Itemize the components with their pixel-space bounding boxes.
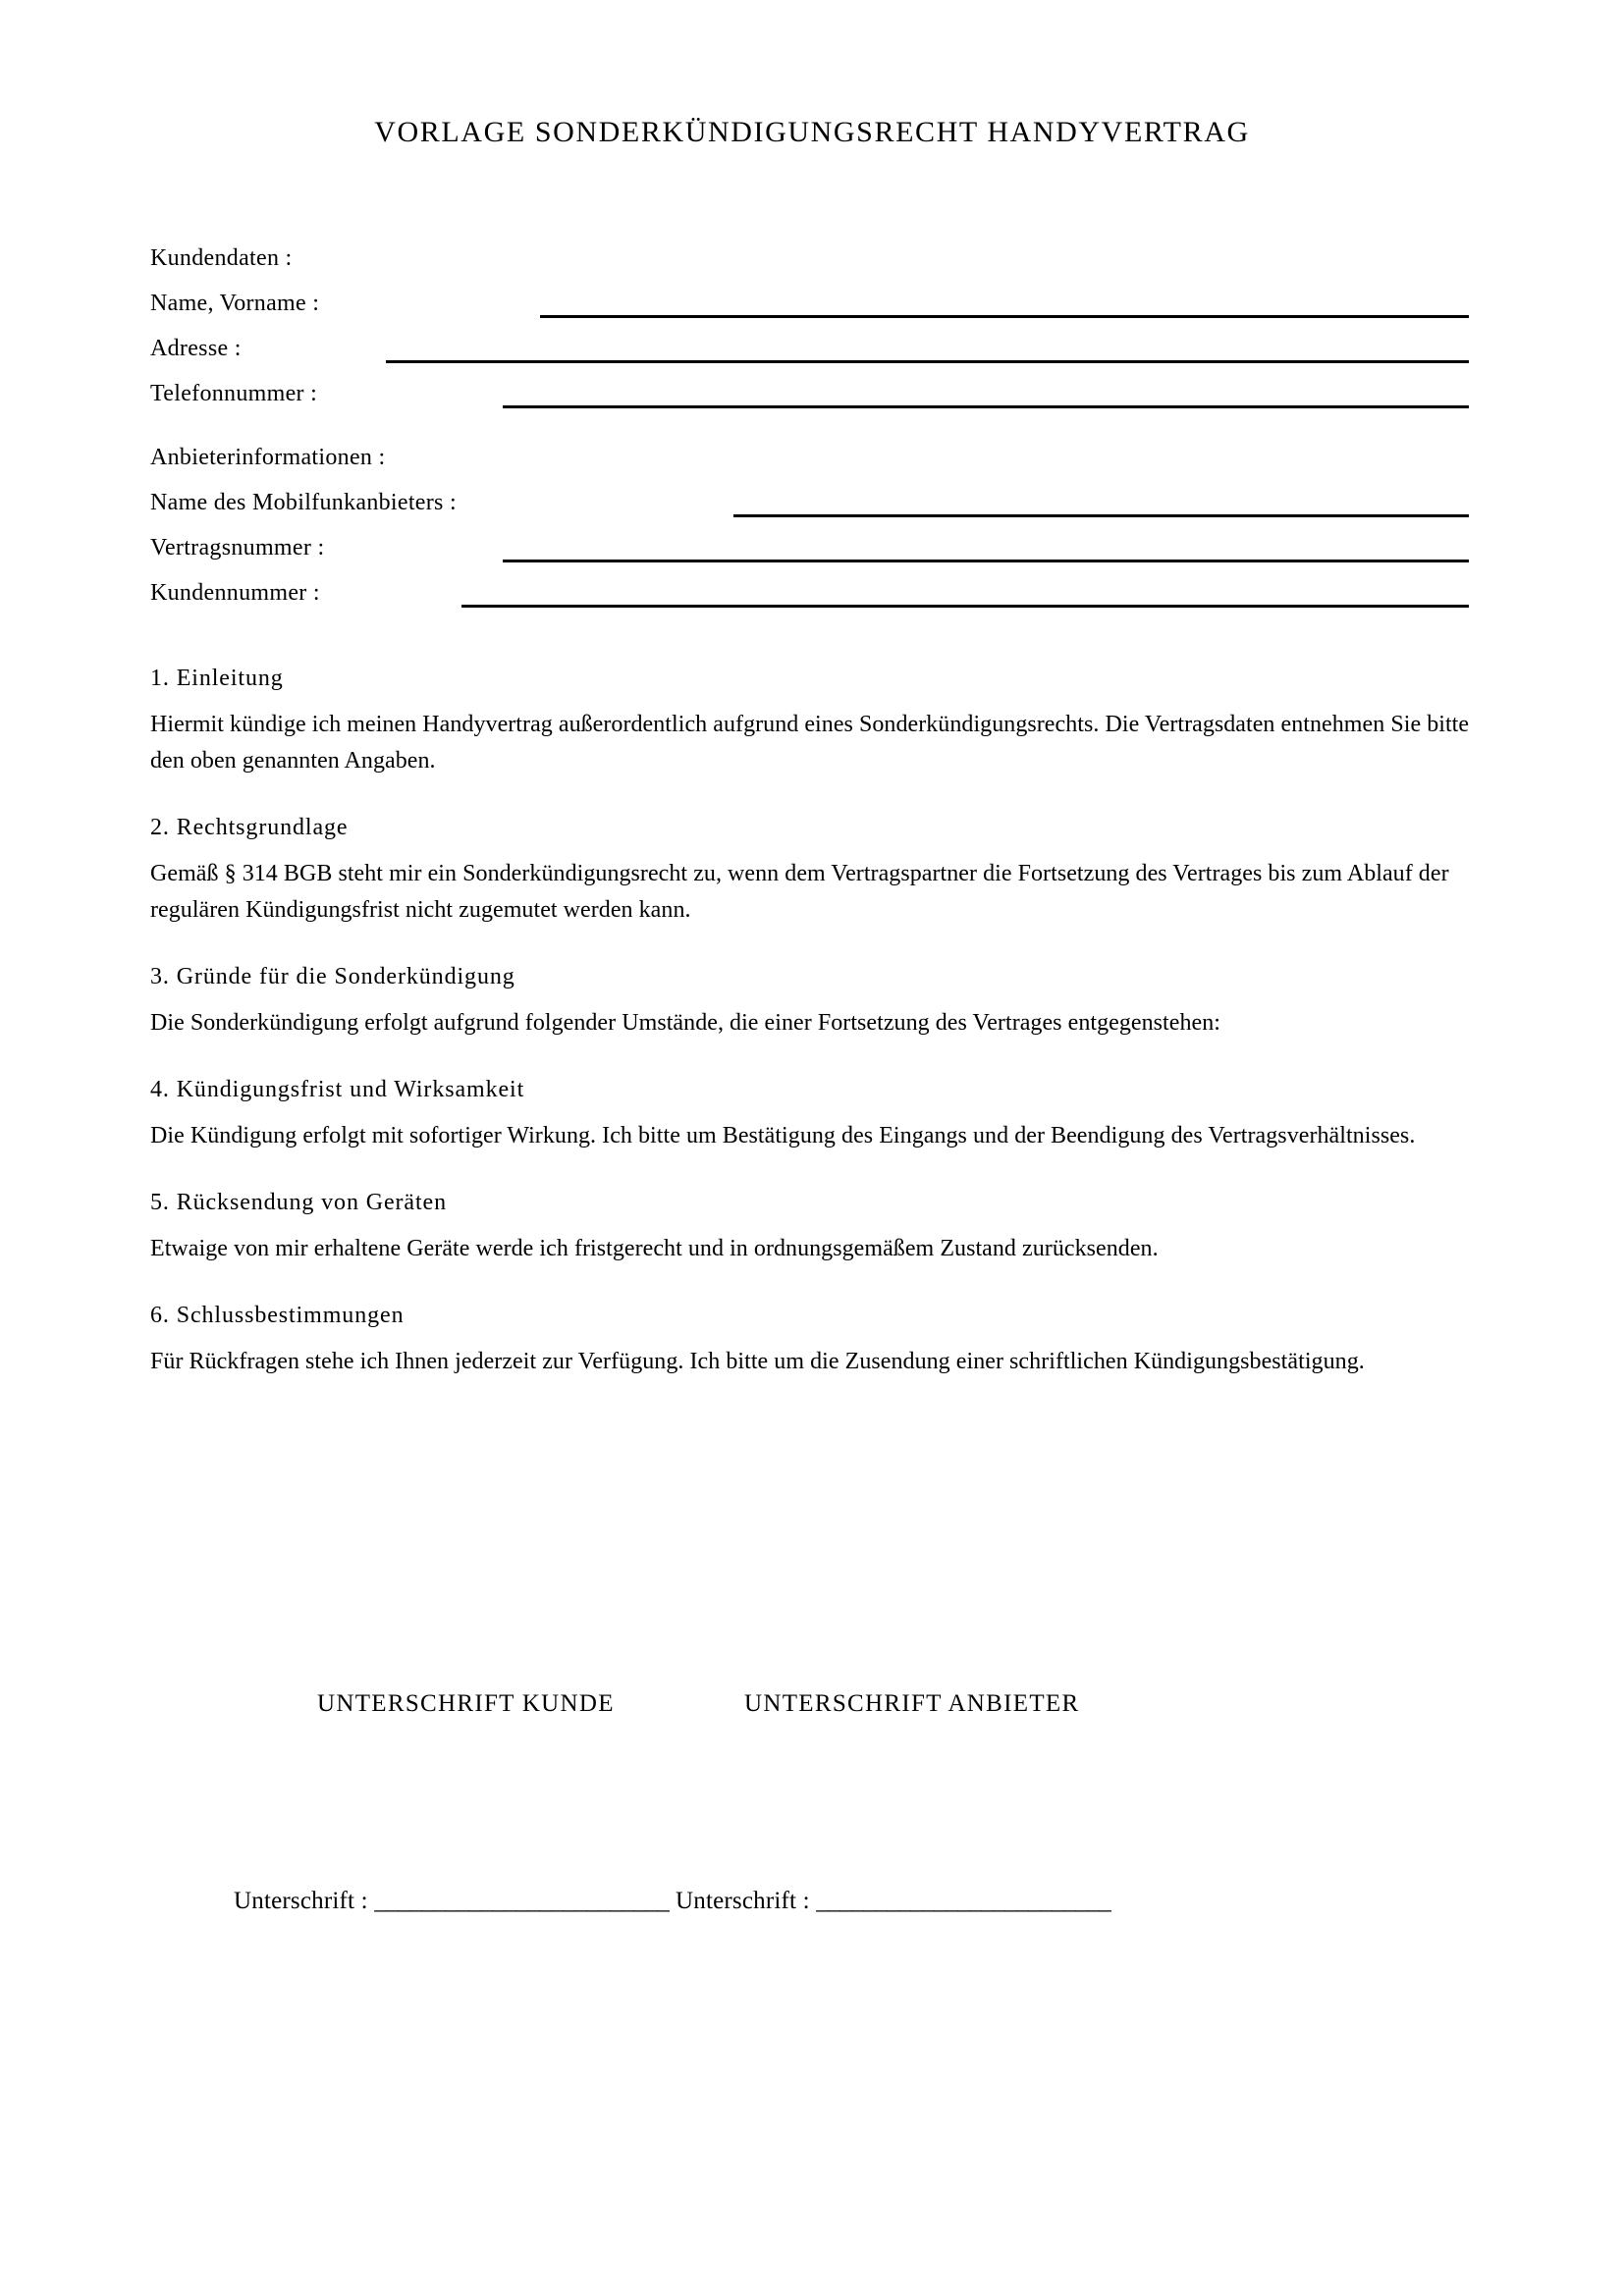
section-kuendigungsfrist [150, 1075, 1471, 1154]
signature-underline-customer: _________________________ [374, 1888, 670, 1914]
section-heading-5: 5. Rücksendung von Geräten [150, 1190, 448, 1215]
section-body-6: Für Rückfragen stehe ich Ihnen jederzeit zur Verfügung. Ich bitte um die Zusendung einer schriftlichen Kündigungsbestätigung. [150, 1349, 1365, 1374]
signature-label-provider: Unterschrift : [676, 1888, 810, 1914]
section-gruende [150, 962, 1471, 1041]
label-adresse: Adresse : [150, 336, 242, 361]
field-row-kundennummer [150, 570, 1476, 615]
input-line-adresse[interactable] [386, 360, 1469, 363]
section-body-3: Die Sonderkündigung erfolgt aufgrund folgender Umstände, die einer Fortsetzung des Vertrages entgegenstehen: [150, 1010, 1220, 1036]
section-heading-2: 2. Rechtsgrundlage [150, 815, 349, 840]
section-ruecksendung [150, 1188, 1471, 1267]
field-row-adresse [150, 326, 1476, 371]
customer-data-heading-row [150, 236, 1476, 281]
section-heading-1: 1. Einleitung [150, 666, 284, 691]
input-line-kundennummer[interactable] [461, 605, 1469, 608]
provider-information-block [150, 435, 1476, 615]
input-line-telefonnummer[interactable] [503, 405, 1469, 408]
input-line-vertragsnummer[interactable] [503, 560, 1469, 562]
signature-label-customer: Unterschrift : [234, 1888, 368, 1914]
field-row-vertragsnummer [150, 525, 1476, 570]
section-body-1: Hiermit kündige ich meinen Handyvertrag außerordentlich aufgrund eines Sonderkündigungsrechts. Die Vertragsdaten entnehmen Sie bitte den oben genannten Angaben. [150, 712, 1470, 774]
section-body-2: Gemäß § 314 BGB steht mir ein Sonderkündigungsrecht zu, wenn dem Vertragspartner die Fortsetzung des Vertrages bis zum Ablauf der regulären Kündigungsfrist nicht zugemutet werden kann. [150, 861, 1449, 923]
field-row-name [150, 281, 1476, 326]
page-title: VORLAGE SONDERKÜNDIGUNGSRECHT HANDYVERTRAG [374, 116, 1250, 148]
signature-heading-provider: UNTERSCHRIFT ANBIETER [744, 1690, 1080, 1717]
customer-data-block [150, 236, 1476, 416]
label-vertragsnummer: Vertragsnummer : [150, 535, 325, 561]
section-heading-3: 3. Gründe für die Sonderkündigung [150, 964, 515, 989]
input-line-mobilfunkanbieter[interactable] [733, 514, 1469, 517]
section-body-4: Die Kündigung erfolgt mit sofortiger Wirkung. Ich bitte um Bestätigung des Eingangs und der Beendigung des Vertragsverhältnisses. [150, 1123, 1416, 1148]
signature-headings [150, 1690, 1471, 1730]
label-mobilfunkanbieter: Name des Mobilfunkanbieters : [150, 490, 457, 515]
signature-underline-provider: _________________________ [816, 1888, 1111, 1914]
label-kundennummer: Kundennummer : [150, 580, 320, 606]
signature-field-provider[interactable] [676, 1888, 1110, 1915]
input-line-name-vorname[interactable] [540, 315, 1469, 318]
label-telefonnummer: Telefonnummer : [150, 381, 318, 406]
signature-field-customer[interactable] [234, 1888, 669, 1915]
field-row-mobilfunkanbieter [150, 480, 1476, 525]
document-body [150, 664, 1471, 1380]
section-schlussbestimmungen [150, 1301, 1471, 1380]
section-body-5: Etwaige von mir erhaltene Geräte werde ich fristgerecht und in ordnungsgemäßem Zustand zurücksenden. [150, 1236, 1159, 1261]
customer-data-heading: Kundendaten : [150, 245, 293, 271]
provider-information-heading-row [150, 435, 1476, 480]
label-name-vorname: Name, Vorname : [150, 291, 320, 316]
section-rechtsgrundlage [150, 813, 1471, 929]
provider-information-heading: Anbieterinformationen : [150, 445, 386, 470]
section-heading-6: 6. Schlussbestimmungen [150, 1303, 405, 1328]
section-einleitung [150, 664, 1471, 779]
signature-heading-customer: UNTERSCHRIFT KUNDE [317, 1690, 615, 1717]
signature-lines [150, 1888, 1471, 1931]
field-row-telefonnummer [150, 371, 1476, 416]
section-heading-4: 4. Kündigungsfrist und Wirksamkeit [150, 1077, 525, 1102]
